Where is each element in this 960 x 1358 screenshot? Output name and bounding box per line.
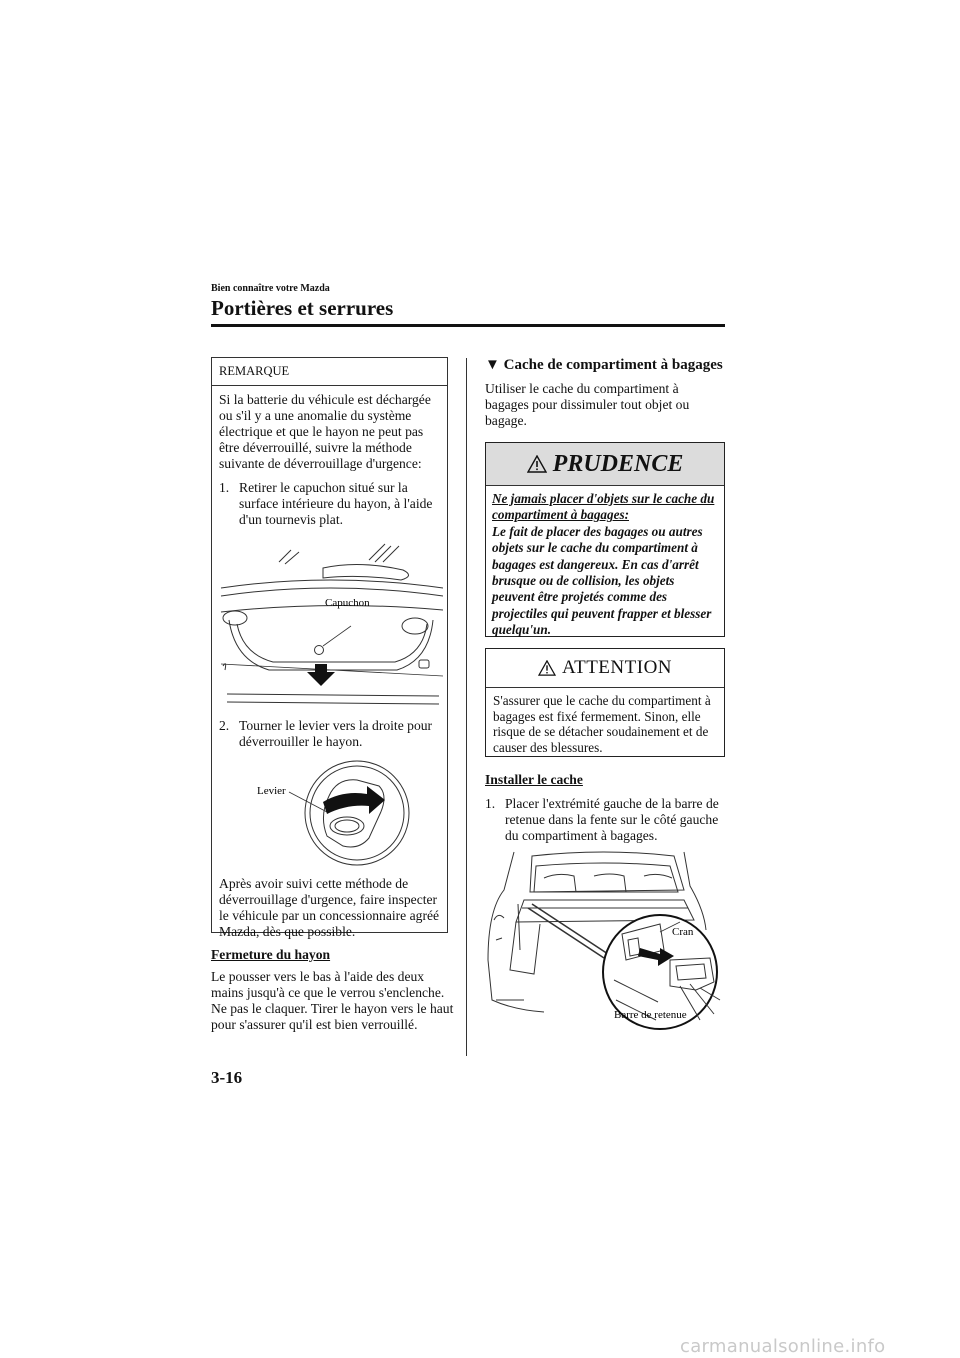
note-label: REMARQUE (212, 358, 447, 386)
note-step-2 (219, 718, 441, 750)
closing-text: Le pousser vers le bas à l'aide des deux mains jusqu'à ce que le verrou s'enclenche. Ne pas le claquer. Tirer le hayon vers le haut pour s'assurer qu'il est bien verrouillé. (211, 969, 454, 1032)
bar-label: Barre de retenue (614, 1009, 687, 1021)
note-step-1 (219, 480, 441, 528)
triangle-marker-icon: ▼ (485, 357, 500, 373)
note-intro: Si la batterie du véhicule est déchargée ou s'il y a une anomalie du système électrique et que le hayon ne peut pas être déverrouillé, suivre la méthode suivante de déverrouillage d'urgence: (219, 392, 431, 471)
attention-header (486, 649, 724, 688)
step-text: Retirer le capuchon situé sur la surface intérieure du hayon, à l'aide d'un tournevis plat. (239, 480, 433, 527)
header-rule (211, 324, 725, 327)
warning-triangle-icon (527, 455, 547, 473)
prudence-box (485, 442, 725, 637)
notch-label: Cran (672, 926, 694, 938)
attention-label: ATTENTION (561, 657, 673, 678)
note-box (211, 357, 448, 939)
prudence-label: PRUDENCE (552, 450, 684, 477)
page-title: Portières et serrures (211, 296, 394, 320)
step-text: Placer l'extrémité gauche de la barre de retenue dans la fente sur le côté gauche du compartiment à bagages. (505, 796, 719, 843)
step-number: 1. (485, 796, 496, 811)
attention-body: S'assurer que le cache du compartiment à bagages est fixé fermement. Sinon, elle risque de se détacher soudainement et de causer des blessures. (493, 693, 711, 755)
prudence-lead: Ne jamais placer d'objets sur le cache du compartiment à bagages: (492, 491, 715, 523)
install-step-1 (485, 796, 725, 844)
prudence-header (486, 443, 724, 486)
step-text: Tourner le levier vers la droite pour déverrouiller le hayon. (239, 718, 433, 749)
column-divider (466, 358, 467, 1056)
cover-heading (485, 357, 723, 374)
chapter-label: Bien connaître votre Mazda (211, 283, 330, 294)
install-heading: Installer le cache (485, 772, 583, 787)
cover-heading-text: Cache de compartiment à bagages (503, 357, 723, 373)
page-number: 3-16 (211, 1068, 243, 1087)
note-outro: Après avoir suivi cette méthode de déverrouillage d'urgence, faire inspecter le véhicule par un concessionnaire agréé Mazda, dès que possible. (219, 876, 440, 939)
closing-heading: Fermeture du hayon (211, 947, 331, 962)
lever-illustration (219, 756, 443, 872)
cargo-cover-illustration (484, 850, 724, 1032)
watermark: carmanualsonline.info (680, 1336, 886, 1357)
attention-box (485, 648, 725, 757)
warning-triangle-icon (538, 660, 556, 676)
cap-label: Capuchon (325, 597, 370, 609)
lever-label: Levier (257, 785, 286, 797)
tailgate-cap-illustration (219, 536, 443, 716)
prudence-body: Le fait de placer des bagages ou autres objets sur le cache du compartiment à bagages est dangereux. En cas d'arrêt brusque ou de collision, les objets peuvent être projetés comme des projectiles qui peuvent frapper et blesser quelqu'un. (492, 523, 712, 638)
step-number: 2. (219, 718, 230, 733)
cover-intro: Utiliser le cache du compartiment à bagages pour dissimuler tout objet ou bagage. (485, 381, 690, 428)
step-number: 1. (219, 480, 230, 495)
